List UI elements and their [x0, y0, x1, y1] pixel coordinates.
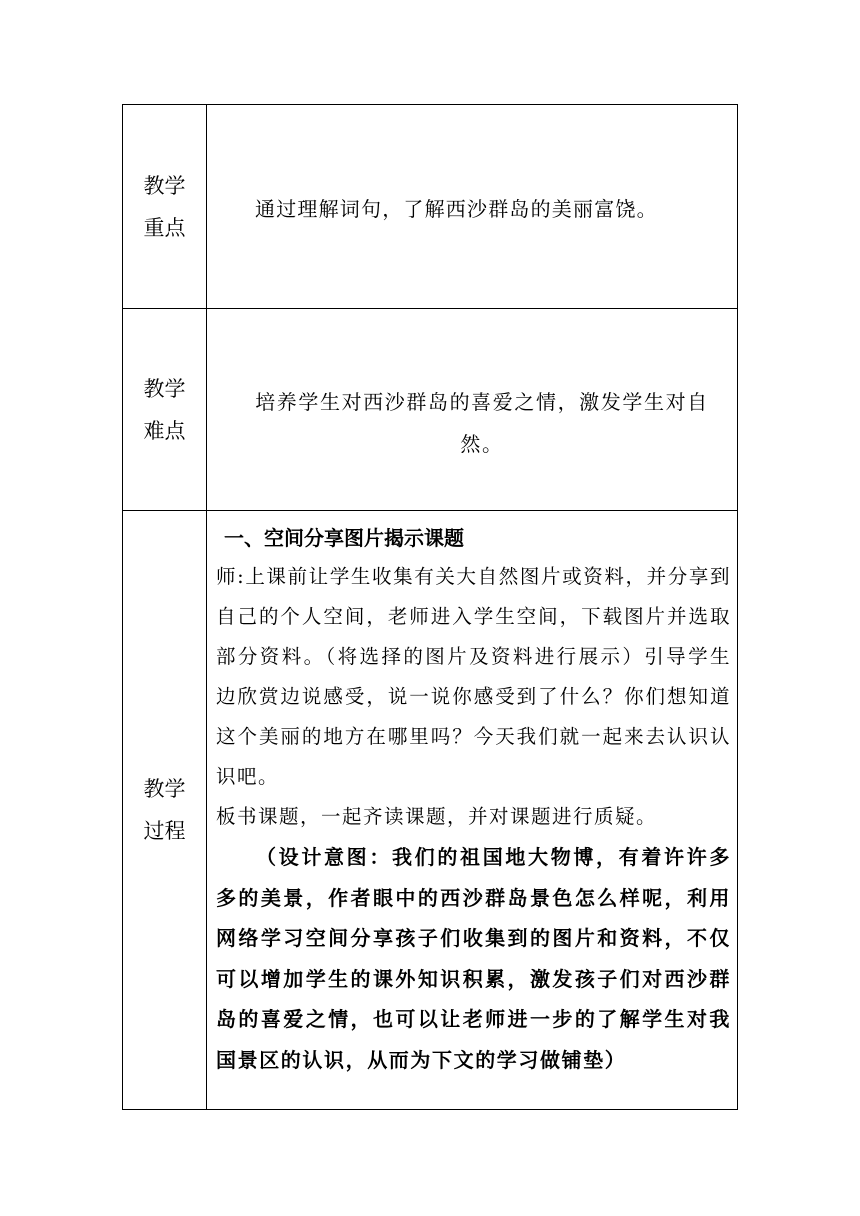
process-paragraph-1: 师:上课前让学生收集有关大自然图片或资料，并分享到自己的个人空间，老师进入学生空间，下载图片并选取部分资料。（将选择的图片及资料进行展示）引导学生边欣赏边说感受，说一说你感受到了什么？你们想知道这个美丽的地方在哪里吗？今天我们就一起来去认识认识吧。	[216, 565, 731, 788]
lesson-plan-table	[122, 104, 738, 1110]
process-content-cell	[207, 511, 738, 1110]
key-point-text: 通过理解词句，了解西沙群岛的美丽富饶。	[255, 196, 658, 221]
difficulty-label-cell	[123, 309, 207, 511]
section-heading: 一、空间分享图片揭示课题	[224, 526, 464, 550]
process-row	[123, 511, 738, 1110]
process-label: 教学 过程	[143, 777, 186, 843]
difficulty-row	[123, 309, 738, 511]
key-point-label: 教学 重点	[143, 173, 186, 240]
difficulty-text: 培养学生对西沙群岛的喜爱之情，激发学生对自然。	[255, 389, 709, 456]
key-point-content-cell	[207, 105, 738, 309]
process-content	[207, 511, 737, 1080]
key-point-label-cell	[123, 105, 207, 309]
difficulty-content-cell	[207, 309, 738, 511]
key-point-row	[123, 105, 738, 309]
process-label-cell	[123, 511, 207, 1110]
design-intent-note: （设计意图：我们的祖国地大物博，有着许许多多的美景，作者眼中的西沙群岛景色怎么样呢，利用网络学习空间分享孩子们收集到的图片和资料，不仅可以增加学生的课外知识积累，激发孩子们对西沙群岛的喜爱之情，也可以让老师进一步的了解学生对我国景区的认识，从而为下文的学习做铺垫）	[216, 845, 731, 1072]
process-paragraph-2: 板书课题，一起齐读课题，并对课题进行质疑。	[216, 805, 658, 828]
difficulty-label: 教学 难点	[143, 376, 186, 443]
